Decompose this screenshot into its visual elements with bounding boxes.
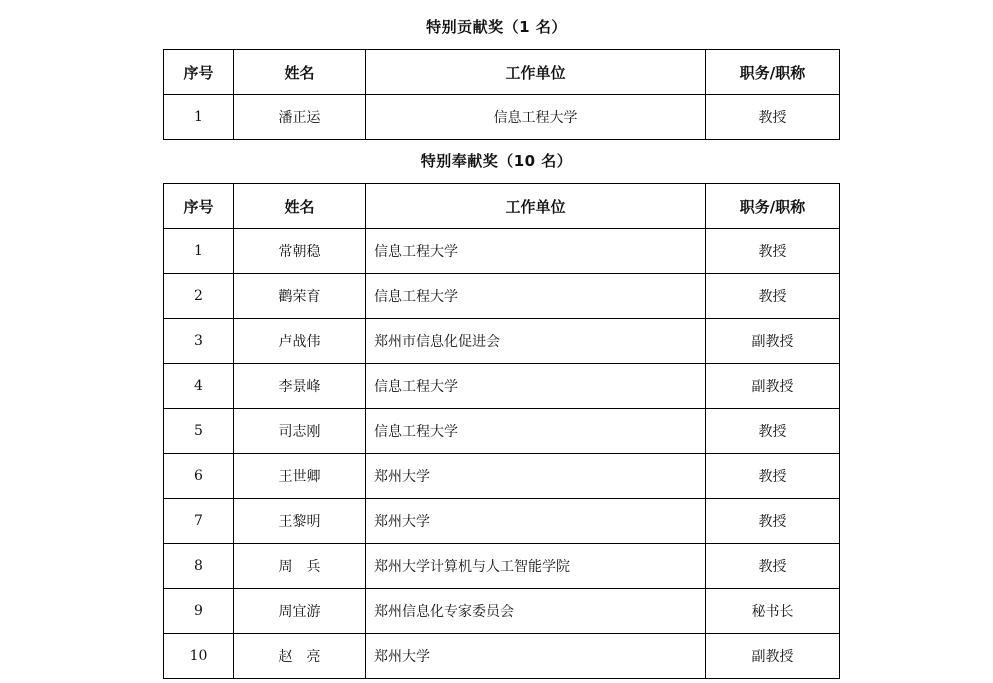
cell-org: 信息工程大学 [366,95,706,140]
cell-name: 周宜游 [234,589,366,634]
cell-no: 7 [164,499,234,544]
table-row [164,274,840,319]
cell-title: 教授 [706,454,840,499]
cell-title: 副教授 [706,364,840,409]
special-dedication-title: 特别奉献奖（10 名） [420,152,573,170]
cell-org: 信息工程大学 [366,229,706,274]
cell-title: 教授 [706,544,840,589]
cell-org: 郑州大学 [366,634,706,679]
header-title: 职务/职称 [706,50,840,95]
cell-title: 教授 [706,409,840,454]
cell-no: 1 [164,95,234,140]
table-header-row [164,184,840,229]
cell-no: 1 [164,229,234,274]
header-title: 职务/职称 [706,184,840,229]
table-row [164,95,840,140]
header-no: 序号 [164,184,234,229]
cell-title: 秘书长 [706,589,840,634]
special-dedication-table [163,183,840,679]
cell-no: 10 [164,634,234,679]
cell-no: 6 [164,454,234,499]
table-row [164,589,840,634]
cell-name: 司志刚 [234,409,366,454]
special-contribution-table [163,49,840,140]
cell-title: 副教授 [706,319,840,364]
cell-title: 教授 [706,95,840,140]
cell-name: 王黎明 [234,499,366,544]
cell-title: 副教授 [706,634,840,679]
cell-name: 鹳荣育 [234,274,366,319]
cell-org: 信息工程大学 [366,274,706,319]
cell-org: 郑州大学 [366,454,706,499]
header-name: 姓名 [234,184,366,229]
special-contribution-title: 特别贡献奖（1 名） [426,18,567,36]
cell-org: 郑州大学计算机与人工智能学院 [366,544,706,589]
cell-name: 潘正运 [234,95,366,140]
table-row [164,634,840,679]
cell-org: 信息工程大学 [366,409,706,454]
cell-title: 教授 [706,274,840,319]
cell-name: 王世卿 [234,454,366,499]
cell-name: 赵 亮 [234,634,366,679]
cell-no: 2 [164,274,234,319]
table-row [164,319,840,364]
table-row [164,454,840,499]
table-row [164,364,840,409]
cell-title: 教授 [706,499,840,544]
cell-no: 3 [164,319,234,364]
cell-name: 周 兵 [234,544,366,589]
cell-no: 9 [164,589,234,634]
table-row [164,409,840,454]
header-org: 工作单位 [366,50,706,95]
cell-org: 信息工程大学 [366,364,706,409]
cell-org: 郑州市信息化促进会 [366,319,706,364]
cell-name: 常朝稳 [234,229,366,274]
header-org: 工作单位 [366,184,706,229]
table-header-row [164,50,840,95]
cell-org: 郑州大学 [366,499,706,544]
cell-no: 4 [164,364,234,409]
cell-name: 李景峰 [234,364,366,409]
cell-no: 5 [164,409,234,454]
cell-no: 8 [164,544,234,589]
table-row [164,229,840,274]
table-row [164,499,840,544]
header-name: 姓名 [234,50,366,95]
cell-name: 卢战伟 [234,319,366,364]
cell-org: 郑州信息化专家委员会 [366,589,706,634]
table-row [164,544,840,589]
cell-title: 教授 [706,229,840,274]
header-no: 序号 [164,50,234,95]
